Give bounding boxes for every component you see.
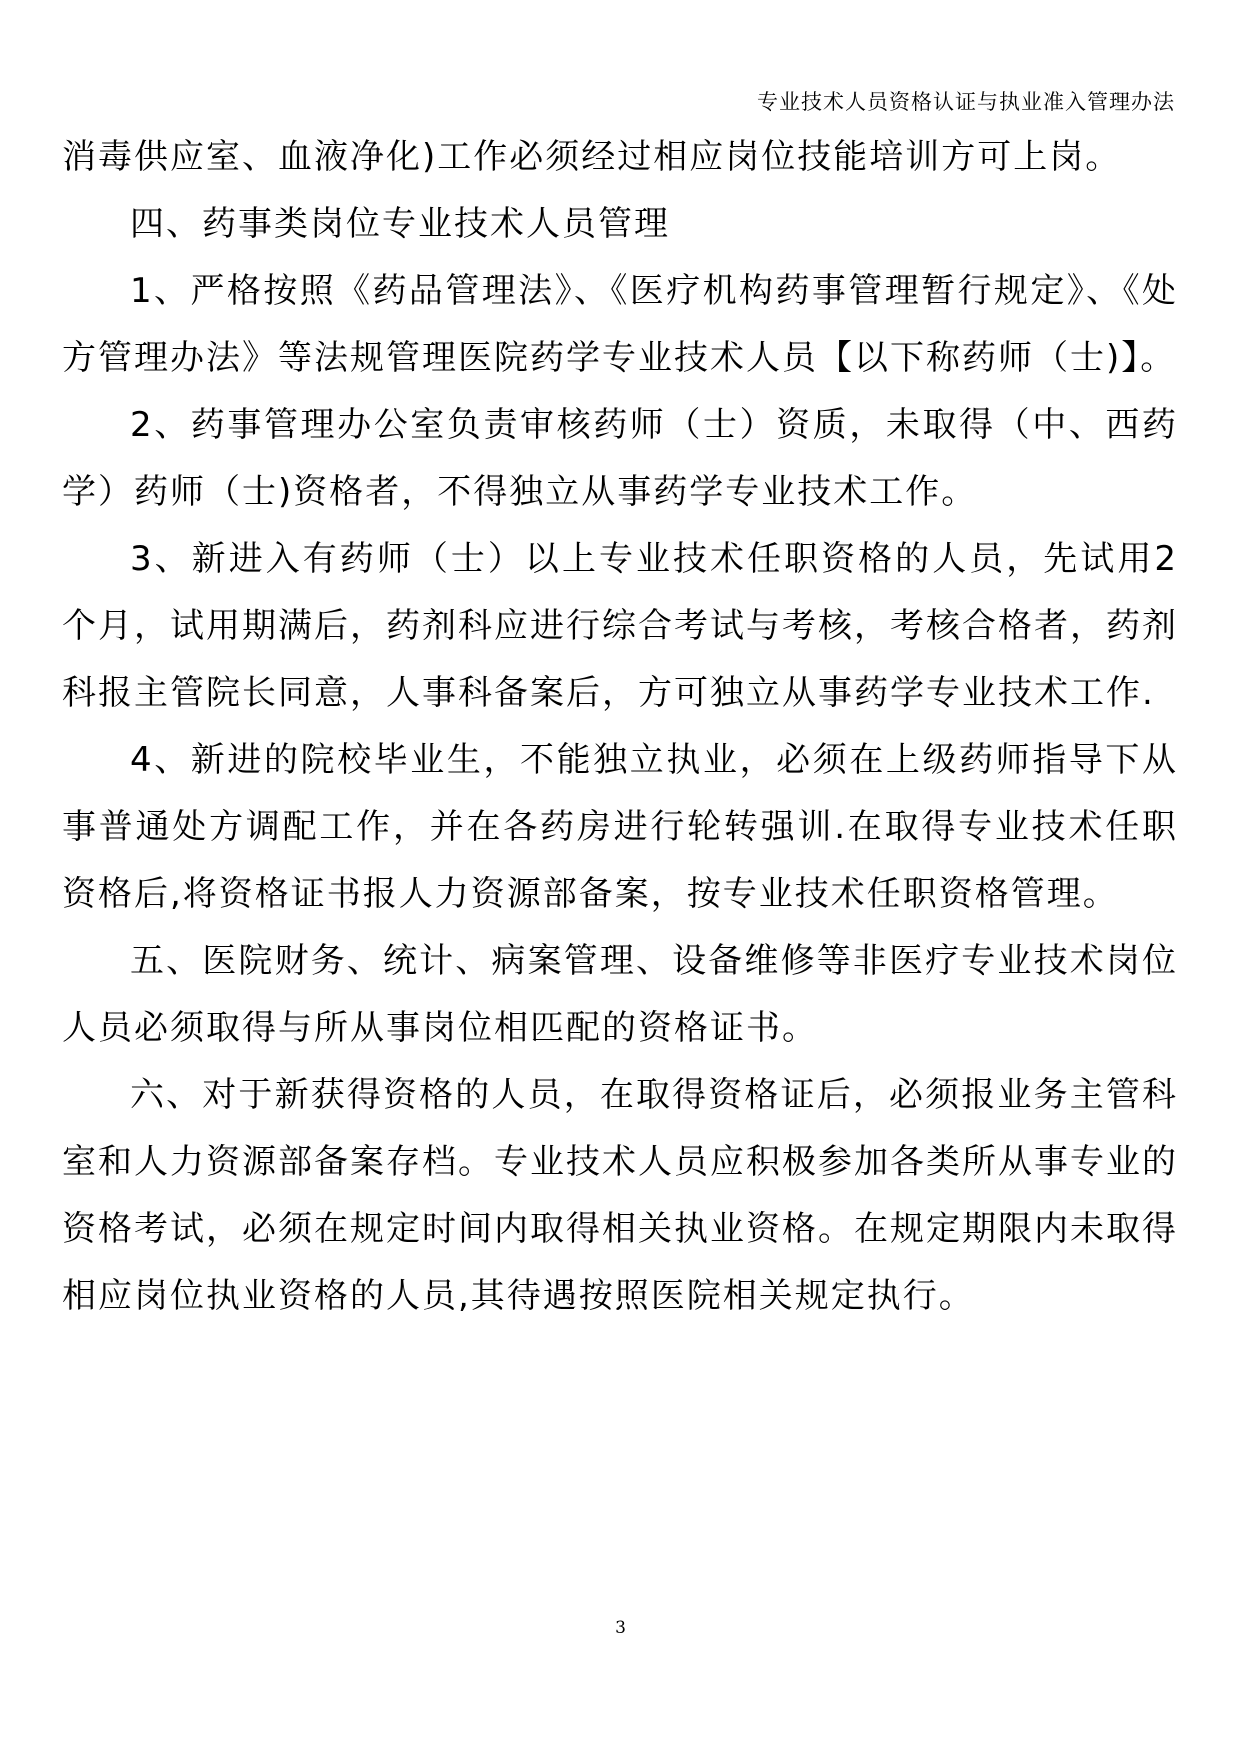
paragraph: 3、新进入有药师（士）以上专业技术任职资格的人员，先试用2个月，试用期满后，药剂科应进行综合考试与考核，考核合格者，药剂科报主管院长同意，人事科备案后，方可独立从事药学专业技术工作. [62,539,1178,713]
section-heading-4: 四、药事类岗位专业技术人员管理 [130,204,670,244]
document-body [62,124,1178,1330]
paragraph: 4、新进的院校毕业生，不能独立执业，必须在上级药师指导下从事普通处方调配工作，并在各药房进行轮转强训.在取得专业技术任职资格后,将资格证书报人力资源部备案，按专业技术任职资格管理。 [62,740,1178,914]
paragraph: 消毒供应室、血液净化)工作必须经过相应岗位技能培训方可上岗。 [62,137,1122,177]
page-number: 3 [615,1618,626,1638]
paragraph-section-5: 五、医院财务、统计、病案管理、设备维修等非医疗专业技术岗位人员必须取得与所从事岗位相匹配的资格证书。 [62,941,1178,1048]
paragraph-section-6: 六、对于新获得资格的人员，在取得资格证后，必须报业务主管科室和人力资源部备案存档。专业技术人员应积极参加各类所从事专业的资格考试，必须在规定时间内取得相关执业资格。在规定期限内未取得相应岗位执业资格的人员,其待遇按照医院相关规定执行。 [62,1075,1178,1316]
running-header: 专业技术人员资格认证与执业准入管理办法 [757,90,1175,114]
paragraph: 1、严格按照《药品管理法》、《医疗机构药事管理暂行规定》、《处方管理办法》等法规管理医院药学专业技术人员【以下称药师（士)】。 [62,271,1178,378]
paragraph: 2、药事管理办公室负责审核药师（士）资质，未取得（中、西药学）药师（士)资格者，不得独立从事药学专业技术工作。 [62,405,1178,512]
